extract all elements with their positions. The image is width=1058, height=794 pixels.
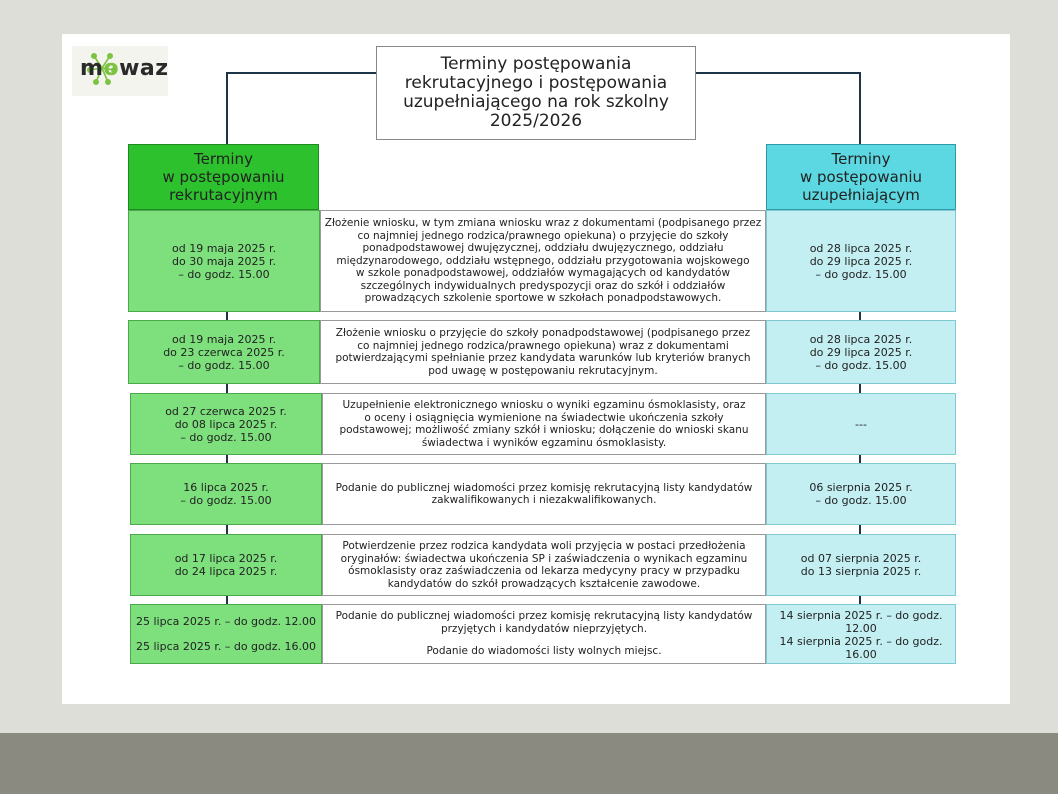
row-2-supplementary-date: od 28 lipca 2025 r. do 29 lipca 2025 r. – do godz. 15.00 <box>766 320 956 384</box>
row-3-recruitment-date: od 27 czerwca 2025 r. do 08 lipca 2025 r. – do godz. 15.00 <box>130 393 322 455</box>
row-5-supplementary-date: od 07 sierpnia 2025 r. do 13 sierpnia 2025 r. <box>766 534 956 596</box>
row-2-description: Złożenie wniosku o przyjęcie do szkoły ponadpodstawowej (podpisanego przez co najmniej jednego rodzica/prawnego opiekuna) wraz z dokumentami potwierdzającymi spełnianie przez kandydata warunków lub kryteriów branych pod uwagę w postępowaniu rekrutacyjnym. <box>320 320 766 384</box>
row-6-recruitment-date-b: 25 lipca 2025 r. – do godz. 16.00 <box>135 640 317 653</box>
page-title: Terminy postępowania rekrutacyjnego i postępowania uzupełniającego na rok szkolny 2025/2026 <box>376 46 696 140</box>
row-1-description: Złożenie wniosku, w tym zmiana wniosku wraz z dokumentami (podpisanego przez co najmniej jednego rodzica/prawnego opiekuna) o przyjęcie do szkoły ponadpodstawowej dwujęzycznej, oddziału dwujęzycznego, oddziału międzynarodowego, oddziału wstępnego, oddziału przygotowania wojskowego w szkole ponadpodstawowej, oddziałów wymagających od kandydatów szczególnych indywidualnych predyspozycji oraz do szkół i oddziałów prowadzących szkolenie sportowe w szkołach ponadpodstawowych. <box>320 210 766 312</box>
row-1-supplementary-date: od 28 lipca 2025 r. do 29 lipca 2025 r. – do godz. 15.00 <box>766 210 956 312</box>
logo <box>72 46 168 96</box>
row-5-recruitment-date: od 17 lipca 2025 r. do 24 lipca 2025 r. <box>130 534 322 596</box>
row-6-supplementary-date-a: 14 sierpnia 2025 r. – do godz. 12.00 <box>779 609 943 635</box>
row-4-recruitment-date: 16 lipca 2025 r. – do godz. 15.00 <box>130 463 322 525</box>
row-5-description: Potwierdzenie przez rodzica kandydata woli przyjęcia w postaci przedłożenia oryginałów: świadectwa ukończenia SP i zaświadczenia o wynikach egzaminu ósmoklasisty oraz zaświadczenia od lekarza medycyny pracy w przypadku kandydatów do szkół prowadzących kształcenie zawodowe. <box>322 534 766 596</box>
row-3-supplementary-date: --- <box>766 393 956 455</box>
header-recruitment: Terminy w postępowaniu rekrutacyjnym <box>128 144 319 210</box>
row-4-description: Podanie do publicznej wiadomości przez komisję rekrutacyjną listy kandydatów zakwalifikowanych i niezakwalifikowanych. <box>322 463 766 525</box>
logo-wordmark: mowaz <box>80 56 169 81</box>
row-3-description: Uzupełnienie elektronicznego wniosku o wyniki egzaminu ósmoklasisty, oraz o oceny i osiągnięcia wymienione na świadectwie ukończenia szkoły podstawowej; możliwość zmiany szkół i wniosku; dołączenie do wnioski skanu świadectwa i wyników egzaminu ósmoklasisty. <box>322 393 766 455</box>
row-6-recruitment-dates <box>130 604 322 664</box>
footer-bar <box>0 733 1058 794</box>
row-6-recruitment-date-a: 25 lipca 2025 r. – do godz. 12.00 <box>135 615 317 628</box>
row-1-recruitment-date: od 19 maja 2025 r. do 30 maja 2025 r. – do godz. 15.00 <box>128 210 320 312</box>
row-6-description-b: Podanie do wiadomości listy wolnych miejsc. <box>426 645 662 658</box>
connector-right-drop <box>859 72 861 145</box>
row-4-supplementary-date: 06 sierpnia 2025 r. – do godz. 15.00 <box>766 463 956 525</box>
row-6-description <box>322 604 766 664</box>
connector-top-right <box>695 72 861 74</box>
row-6-description-a: Podanie do publicznej wiadomości przez komisję rekrutacyjną listy kandydatów przyjętych i kandydatów nieprzyjętych. <box>335 610 753 635</box>
row-2-recruitment-date: od 19 maja 2025 r. do 23 czerwca 2025 r. – do godz. 15.00 <box>128 320 320 384</box>
row-6-supplementary-dates <box>766 604 956 664</box>
header-supplementary: Terminy w postępowaniu uzupełniającym <box>766 144 956 210</box>
connector-top-left <box>226 72 377 74</box>
connector-left-drop <box>226 72 228 145</box>
row-6-supplementary-date-b: 14 sierpnia 2025 r. – do godz. 16.00 <box>779 635 943 661</box>
